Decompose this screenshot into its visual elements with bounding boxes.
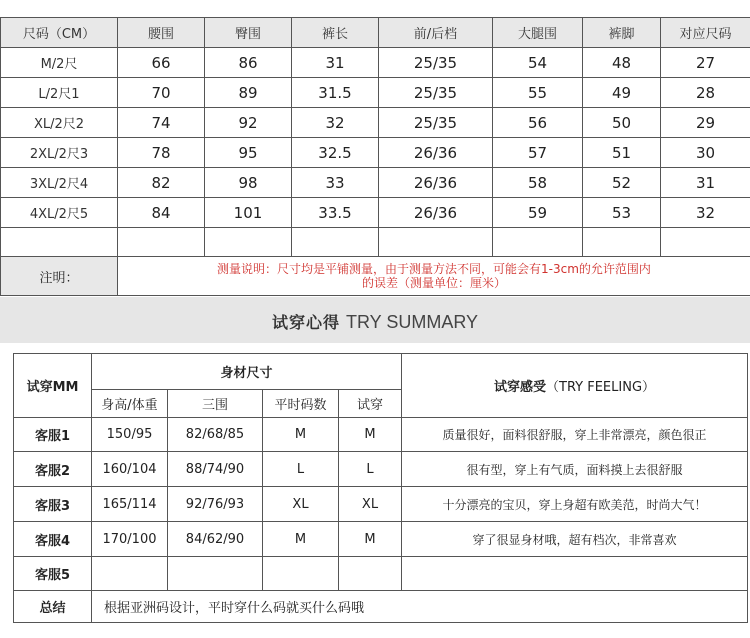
usual-size bbox=[263, 557, 339, 591]
table-cell: 32 bbox=[292, 108, 379, 138]
size-label: M/2尺 bbox=[1, 48, 118, 78]
note-line-2: 的误差（测量单位：厘米） bbox=[361, 276, 506, 290]
table-cell: 84 bbox=[118, 198, 205, 228]
usual-size: M bbox=[263, 522, 339, 557]
table-cell bbox=[379, 228, 493, 257]
feeling: 质量很好，面料很舒服，穿上非常漂亮，颜色很正 bbox=[402, 418, 748, 452]
table-cell: 26/36 bbox=[379, 168, 493, 198]
try-summary-title-cn: 试穿心得 bbox=[271, 313, 340, 332]
table-cell bbox=[118, 228, 205, 257]
size-label: L/2尺1 bbox=[1, 78, 118, 108]
table-cell: 92 bbox=[205, 108, 292, 138]
table-cell bbox=[1, 228, 118, 257]
tried-size: M bbox=[339, 522, 402, 557]
table-cell: 31 bbox=[292, 48, 379, 78]
table-cell bbox=[493, 228, 583, 257]
table-cell: 32.5 bbox=[292, 138, 379, 168]
header-size: 尺码（CM） bbox=[1, 18, 118, 48]
height-weight: 150/95 bbox=[92, 418, 168, 452]
tried-size: L bbox=[339, 452, 402, 487]
table-cell: 82 bbox=[118, 168, 205, 198]
tester-name: 客服1 bbox=[14, 418, 92, 452]
table-cell: 86 bbox=[205, 48, 292, 78]
size-label: 3XL/2尺4 bbox=[1, 168, 118, 198]
table-cell: 98 bbox=[205, 168, 292, 198]
table-cell: 78 bbox=[118, 138, 205, 168]
table-cell: 31 bbox=[661, 168, 750, 198]
height-weight: 165/114 bbox=[92, 487, 168, 522]
height-weight: 170/100 bbox=[92, 522, 168, 557]
table-row bbox=[1, 198, 750, 228]
table-cell: 33.5 bbox=[292, 198, 379, 228]
table-cell: 66 bbox=[118, 48, 205, 78]
table-cell: 53 bbox=[583, 198, 661, 228]
table-cell: 25/35 bbox=[379, 108, 493, 138]
header-body-size: 身材尺寸 bbox=[92, 354, 402, 390]
header-thigh: 大腿围 bbox=[493, 18, 583, 48]
feeling: 十分漂亮的宝贝，穿上身超有欧美范，时尚大气！ bbox=[402, 487, 748, 522]
table-row bbox=[1, 138, 750, 168]
try-summary-title bbox=[0, 310, 750, 333]
table-cell: 56 bbox=[493, 108, 583, 138]
table-cell: 31.5 bbox=[292, 78, 379, 108]
table-cell: 54 bbox=[493, 48, 583, 78]
table-cell: 25/35 bbox=[379, 78, 493, 108]
header-rise: 前/后档 bbox=[379, 18, 493, 48]
height-weight bbox=[92, 557, 168, 591]
table-cell: 95 bbox=[205, 138, 292, 168]
try-table-header-row bbox=[14, 354, 748, 390]
header-try-feeling bbox=[402, 354, 748, 418]
table-cell: 49 bbox=[583, 78, 661, 108]
table-cell: 57 bbox=[493, 138, 583, 168]
usual-size: L bbox=[263, 452, 339, 487]
header-tried-size: 试穿 bbox=[339, 390, 402, 418]
table-cell bbox=[583, 228, 661, 257]
empty-row bbox=[1, 228, 750, 257]
table-cell: 28 bbox=[661, 78, 750, 108]
header-tester: 试穿MM bbox=[14, 354, 92, 418]
table-cell: 26/36 bbox=[379, 198, 493, 228]
header-waist: 腰围 bbox=[118, 18, 205, 48]
tester-name: 客服3 bbox=[14, 487, 92, 522]
feeling: 穿了很显身材哦，超有档次，非常喜欢 bbox=[402, 522, 748, 557]
table-cell: 48 bbox=[583, 48, 661, 78]
usual-size: XL bbox=[263, 487, 339, 522]
table-cell: 58 bbox=[493, 168, 583, 198]
summary-text: 根据亚洲码设计，平时穿什么码就买什么码哦 bbox=[92, 591, 748, 623]
size-label: 4XL/2尺5 bbox=[1, 198, 118, 228]
header-height-weight: 身高/体重 bbox=[92, 390, 168, 418]
table-cell: 55 bbox=[493, 78, 583, 108]
tester-name: 客服5 bbox=[14, 557, 92, 591]
header-measurements: 三围 bbox=[168, 390, 263, 418]
table-cell: 52 bbox=[583, 168, 661, 198]
table-row bbox=[1, 78, 750, 108]
measurement-note bbox=[118, 257, 750, 296]
table-row bbox=[14, 452, 748, 487]
header-hip: 臀围 bbox=[205, 18, 292, 48]
tried-size: XL bbox=[339, 487, 402, 522]
table-row bbox=[14, 487, 748, 522]
size-label: 2XL/2尺3 bbox=[1, 138, 118, 168]
usual-size: M bbox=[263, 418, 339, 452]
size-table bbox=[0, 17, 750, 296]
note-line-1: 测量说明：尺寸均是平铺测量，由于测量方法不同，可能会有1-3cm的允许范围内 bbox=[217, 262, 651, 276]
feeling: 很有型，穿上有气质，面料摸上去很舒服 bbox=[402, 452, 748, 487]
note-row bbox=[1, 257, 750, 296]
table-cell: 51 bbox=[583, 138, 661, 168]
measurements: 84/62/90 bbox=[168, 522, 263, 557]
table-cell: 59 bbox=[493, 198, 583, 228]
header-try-feeling-en: （TRY FEELING） bbox=[546, 380, 656, 395]
header-try-feeling-cn: 试穿感受 bbox=[494, 380, 547, 395]
table-cell: 50 bbox=[583, 108, 661, 138]
table-cell: 89 bbox=[205, 78, 292, 108]
height-weight: 160/104 bbox=[92, 452, 168, 487]
table-cell: 30 bbox=[661, 138, 750, 168]
tester-name: 客服2 bbox=[14, 452, 92, 487]
table-cell: 29 bbox=[661, 108, 750, 138]
header-length: 裤长 bbox=[292, 18, 379, 48]
table-row bbox=[1, 168, 750, 198]
table-cell: 26/36 bbox=[379, 138, 493, 168]
table-cell: 25/35 bbox=[379, 48, 493, 78]
summary-label: 总结 bbox=[14, 591, 92, 623]
table-cell: 74 bbox=[118, 108, 205, 138]
table-row bbox=[1, 108, 750, 138]
measurements: 82/68/85 bbox=[168, 418, 263, 452]
header-usual-size: 平时码数 bbox=[263, 390, 339, 418]
table-cell: 70 bbox=[118, 78, 205, 108]
feeling bbox=[402, 557, 748, 591]
tried-size bbox=[339, 557, 402, 591]
note-label: 注明： bbox=[1, 257, 118, 296]
table-cell: 33 bbox=[292, 168, 379, 198]
tester-name: 客服4 bbox=[14, 522, 92, 557]
measurements bbox=[168, 557, 263, 591]
measurements: 88/74/90 bbox=[168, 452, 263, 487]
measurements: 92/76/93 bbox=[168, 487, 263, 522]
header-hem: 裤脚 bbox=[583, 18, 661, 48]
table-row bbox=[14, 418, 748, 452]
table-cell: 101 bbox=[205, 198, 292, 228]
table-cell bbox=[292, 228, 379, 257]
table-cell bbox=[661, 228, 750, 257]
table-cell: 27 bbox=[661, 48, 750, 78]
try-on-table bbox=[13, 353, 748, 623]
table-row bbox=[14, 557, 748, 591]
size-table-header-row bbox=[1, 18, 750, 48]
summary-row bbox=[14, 591, 748, 623]
tried-size: M bbox=[339, 418, 402, 452]
size-label: XL/2尺2 bbox=[1, 108, 118, 138]
table-cell: 32 bbox=[661, 198, 750, 228]
try-summary-title-en: TRY SUMMARY bbox=[345, 312, 479, 332]
table-row bbox=[1, 48, 750, 78]
header-matching-size: 对应尺码 bbox=[661, 18, 750, 48]
table-row bbox=[14, 522, 748, 557]
table-cell bbox=[205, 228, 292, 257]
try-summary-banner bbox=[0, 297, 750, 343]
